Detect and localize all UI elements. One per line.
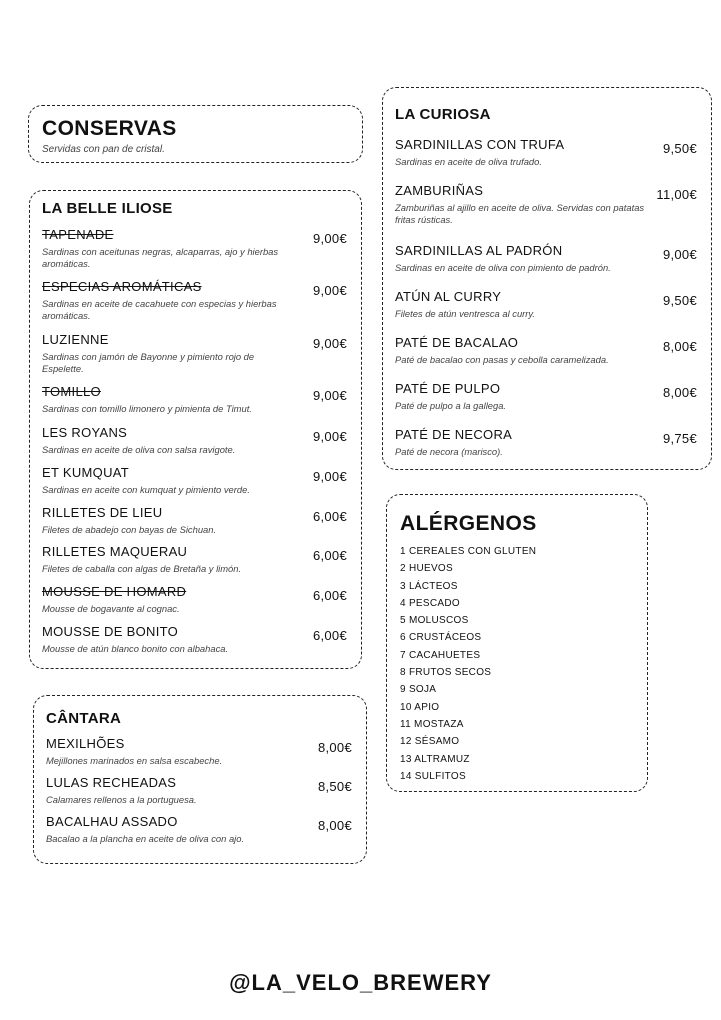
allergen-item: 5 MOLUSCOS <box>400 615 469 627</box>
menu-item-price: 11,00€ <box>656 187 697 202</box>
menu-item <box>395 137 697 168</box>
menu-item <box>42 384 347 415</box>
menu-item-description: Bacalao a la plancha en aceite de oliva con ajo. <box>46 833 245 844</box>
menu-item-price: 9,00€ <box>312 283 347 298</box>
instagram-handle: @LA_VELO_BREWERY <box>229 970 492 995</box>
conservas-subtitle: Servidas con pan de cristal. <box>42 144 165 155</box>
menu-item-description: Sardinas con tomillo limonero y pimienta de Timut. <box>42 403 252 414</box>
belle-iliose-title: LA BELLE ILIOSE <box>42 200 173 217</box>
belle-iliose-box <box>29 190 362 669</box>
menu-item-description: Mousse de atún blanco bonito con albahaca. <box>42 643 229 654</box>
menu-item <box>395 335 697 366</box>
menu-item-name: MOUSSE DE HOMARD <box>42 584 187 599</box>
menu-item <box>42 425 347 456</box>
menu-item-price: 8,00€ <box>662 339 697 354</box>
menu-item-name: MOUSSE DE BONITO <box>42 624 179 639</box>
menu-item-description: Sardinas en aceite de oliva trufado. <box>395 156 542 167</box>
allergen-item: 12 SÉSAMO <box>400 736 460 748</box>
allergen-item: 11 MOSTAZA <box>400 718 464 730</box>
menu-item-name: PATÉ DE PULPO <box>395 381 501 396</box>
menu-item <box>395 427 697 458</box>
menu-item-price: 8,00€ <box>662 385 697 400</box>
menu-item-name: SARDINILLAS AL PADRÓN <box>395 243 563 258</box>
menu-item <box>42 584 347 615</box>
curiosa-box <box>382 87 712 470</box>
allergen-item: 7 CACAHUETES <box>400 649 481 661</box>
menu-item-description: Calamares rellenos a la portuguesa. <box>46 794 197 805</box>
menu-item-name: PATÉ DE NECORA <box>395 427 513 442</box>
menu-item-description: Mousse de bogavante al cognac. <box>42 603 180 614</box>
conservas-box <box>28 105 363 163</box>
allergen-item: 13 ALTRAMUZ <box>400 753 470 765</box>
allergen-item: 8 FRUTOS SECOS <box>400 667 492 679</box>
menu-item <box>42 505 347 536</box>
allergen-item: 10 APIO <box>400 701 440 713</box>
menu-item-name: LUZIENNE <box>42 332 109 347</box>
menu-item-price: 6,00€ <box>312 588 347 603</box>
allergen-item: 4 PESCADO <box>400 597 460 609</box>
menu-item-name: TAPENADE <box>42 227 114 242</box>
menu-item-description: Filetes de atún ventresca al curry. <box>395 308 535 319</box>
menu-item-price: 6,00€ <box>312 548 347 563</box>
menu-item-name: RILLETES DE LIEU <box>42 505 163 520</box>
menu-item-price: 6,00€ <box>312 628 347 643</box>
menu-item-price: 9,00€ <box>312 429 347 444</box>
menu-item-description: Filetes de abadejo con bayas de Sichuan. <box>42 524 217 535</box>
menu-item <box>42 227 347 270</box>
menu-item <box>46 775 352 806</box>
menu-item <box>42 279 347 322</box>
menu-item-description: Paté de pulpo a la gallega. <box>395 400 507 411</box>
alergenos-title: ALÉRGENOS <box>400 512 537 535</box>
menu-item-name: LULAS RECHEADAS <box>46 775 177 790</box>
menu-item <box>42 624 347 655</box>
menu-item-price: 9,50€ <box>662 141 697 156</box>
menu-item-description: Sardinas en aceite de oliva con salsa ravigote. <box>42 444 236 455</box>
allergen-item: 14 SULFITOS <box>400 770 466 782</box>
menu-item-name: SARDINILLAS CON TRUFA <box>395 137 565 152</box>
menu-item <box>46 736 352 767</box>
menu-item-name: TOMILLO <box>42 384 101 399</box>
menu-item-price: 9,00€ <box>312 336 347 351</box>
menu-item <box>46 814 352 845</box>
menu-item-price: 6,00€ <box>312 509 347 524</box>
allergen-item: 9 SOJA <box>400 684 437 696</box>
menu-item <box>395 289 697 320</box>
menu-item-description: Sardinas en aceite de oliva con pimiento de padrón. <box>395 262 611 273</box>
menu-item <box>42 544 347 575</box>
menu-item <box>395 381 697 412</box>
alergenos-box <box>386 494 648 792</box>
allergen-item: 3 LÁCTEOS <box>400 580 458 592</box>
menu-item-name: RILLETES MAQUERAU <box>42 544 188 559</box>
menu-item-name: ATÚN AL CURRY <box>395 289 502 304</box>
allergen-item: 6 CRUSTÁCEOS <box>400 632 482 644</box>
menu-item-description: Filetes de caballa con algas de Bretaña y limón. <box>42 563 242 574</box>
menu-item <box>42 465 347 496</box>
menu-item <box>42 332 347 375</box>
menu-item-description: Sardinas en aceite con kumquat y pimiento verde. <box>42 484 250 495</box>
menu-item <box>395 183 697 226</box>
menu-item-description: Zamburiñas al ajillo en aceite de oliva. Servidas con patatas fritas rústicas. <box>395 202 645 225</box>
menu-item-price: 8,00€ <box>317 818 352 833</box>
menu-item-description: Sardinas con aceitunas negras, alcaparras, ajo y hierbas aromáticas. <box>42 246 279 269</box>
menu-item-name: PATÉ DE BACALAO <box>395 335 519 350</box>
curiosa-title: LA CURIOSA <box>395 106 491 123</box>
menu-item-price: 9,75€ <box>662 431 697 446</box>
allergen-item: 2 HUEVOS <box>400 563 453 575</box>
menu-item-description: Sardinas con jamón de Bayonne y pimiento rojo de Espelette. <box>42 351 255 374</box>
menu-item-name: LES ROYANS <box>42 425 128 440</box>
menu-item-name: ET KUMQUAT <box>42 465 130 480</box>
menu-item-name: BACALHAU ASSADO <box>46 814 178 829</box>
menu-item-price: 9,50€ <box>662 293 697 308</box>
menu-item-price: 9,00€ <box>312 388 347 403</box>
menu-item-name: ZAMBURIÑAS <box>395 183 484 198</box>
menu-item-price: 9,00€ <box>662 247 697 262</box>
cantara-box <box>33 695 367 864</box>
menu-item-price: 8,00€ <box>317 740 352 755</box>
menu-item-price: 8,50€ <box>317 779 352 794</box>
cantara-title: CÂNTARA <box>46 710 122 727</box>
menu-item-price: 9,00€ <box>312 231 347 246</box>
allergen-item: 1 CEREALES CON GLUTEN <box>400 546 537 557</box>
menu-item-name: MEXILHÕES <box>46 736 125 751</box>
menu-item-description: Mejillones marinados en salsa escabeche. <box>46 755 223 766</box>
menu-item-price: 9,00€ <box>312 469 347 484</box>
conservas-title: CONSERVAS <box>42 117 177 140</box>
menu-item <box>395 243 697 274</box>
menu-item-description: Sardinas en aceite de cacahuete con especias y hierbas aromáticas. <box>42 298 277 321</box>
menu-item-name: ESPECIAS AROMÁTICAS <box>42 279 202 294</box>
menu-item-description: Paté de necora (marisco). <box>395 446 503 457</box>
menu-item-description: Paté de bacalao con pasas y cebolla caramelizada. <box>395 354 609 365</box>
